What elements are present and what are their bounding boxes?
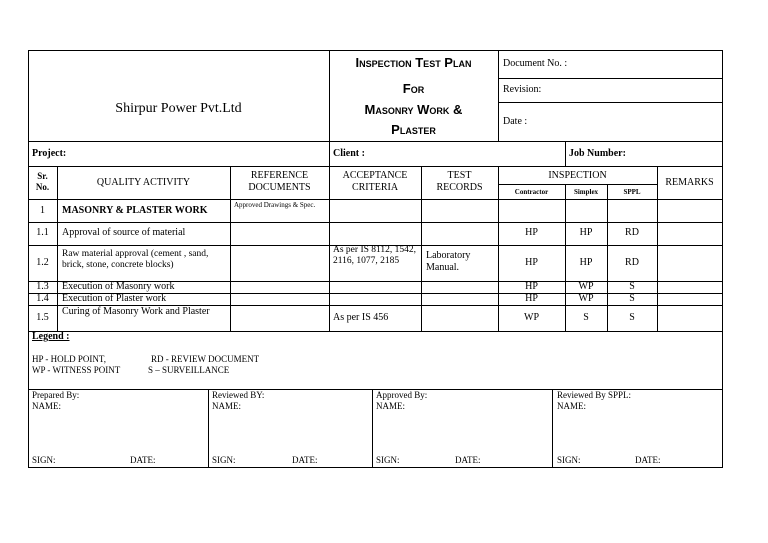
signoff-sign: SIGN:	[212, 455, 236, 465]
legend-rd: RD - REVIEW DOCUMENT	[151, 354, 260, 364]
signoff-date: DATE:	[635, 455, 661, 465]
row-sr: 1.4	[36, 293, 49, 304]
row-contractor: HP	[525, 281, 538, 292]
company-name: Shirpur Power Pvt.Ltd	[115, 101, 242, 116]
row-simplex: HP	[579, 257, 593, 268]
signoff-name: NAME:	[376, 401, 405, 411]
row-contractor: HP	[525, 293, 538, 304]
job-number-label: Job Number:	[569, 148, 626, 159]
col-inspection: INSPECTION	[548, 170, 607, 181]
title-line-4: Plaster	[391, 122, 436, 137]
col-reference-line1: REFERENCE	[250, 170, 309, 181]
row-simplex: HP	[579, 227, 593, 238]
col-quality-activity: QUALITY ACTIVITY	[96, 177, 191, 188]
signoff-role: Approved By:	[376, 390, 428, 400]
col-sr-line2: No.	[35, 182, 50, 192]
col-acceptance-line1: ACCEPTANCE	[342, 170, 408, 181]
legend-s: S – SURVEILLANCE	[148, 365, 230, 375]
signoff-role: Prepared By:	[32, 390, 80, 400]
row-sr: 1.2	[36, 257, 49, 268]
row-sr: 1.5	[36, 312, 49, 323]
row-activity: Execution of Plaster work	[62, 293, 167, 304]
legend-title: Legend :	[32, 331, 70, 342]
col-simplex: Simplex	[573, 188, 599, 196]
row-activity: Curing of Masonry Work and Plaster	[62, 306, 210, 317]
col-contractor: Contractor	[514, 188, 549, 196]
row-sppl: RD	[625, 257, 639, 268]
signoff-sign: SIGN:	[32, 455, 56, 465]
row-sr: 1.1	[36, 227, 49, 238]
signoff-date: DATE:	[130, 455, 156, 465]
project-label: Project:	[32, 148, 67, 159]
signoff-role: Reviewed By SPPL:	[557, 390, 632, 400]
row-sppl: S	[629, 281, 635, 292]
row-acceptance: As per IS 456	[333, 312, 389, 323]
row-simplex: WP	[578, 281, 594, 292]
row-simplex: WP	[578, 293, 594, 304]
row-sppl: S	[629, 293, 635, 304]
title-line-1: Inspection Test Plan	[355, 55, 472, 70]
signoff-name: NAME:	[212, 401, 241, 411]
document-no-label: Document No. :	[503, 58, 568, 69]
row-activity: Raw material approval (cement , sand, brick, stone, concrete blocks)	[62, 249, 209, 270]
row-simplex: S	[583, 312, 589, 323]
col-sppl: SPPL	[623, 188, 641, 196]
title-line-3: Masonry Work &	[364, 102, 463, 117]
signoff-sign: SIGN:	[376, 455, 400, 465]
row-activity: Execution of Masonry work	[62, 281, 175, 292]
col-acceptance-line2: CRITERIA	[351, 182, 399, 193]
row-test-records: Laboratory Manual.	[426, 250, 471, 273]
row-contractor: HP	[525, 227, 538, 238]
col-reference-line2: DOCUMENTS	[248, 182, 311, 193]
row-sr: 1	[40, 205, 45, 216]
signoff-name: NAME:	[32, 401, 61, 411]
signoff-date: DATE:	[292, 455, 318, 465]
date-label: Date :	[503, 116, 528, 127]
row-contractor: HP	[525, 257, 538, 268]
row-acceptance: As per IS 8112, 1542, 2116, 1077, 2185	[333, 245, 417, 266]
row-contractor: WP	[524, 312, 539, 323]
revision-label: Revision:	[503, 84, 542, 95]
row-activity: MASONRY & PLASTER WORK	[62, 205, 208, 216]
row-sppl: S	[629, 312, 635, 323]
col-sr-line1: Sr.	[37, 171, 48, 181]
col-remarks: REMARKS	[665, 177, 714, 188]
signoff-role: Reviewed BY:	[212, 390, 265, 400]
signoff-date: DATE:	[455, 455, 481, 465]
row-activity: Approval of source of material	[62, 227, 186, 238]
signoff-name: NAME:	[557, 401, 586, 411]
row-reference: Approved Drawings & Spec.	[234, 201, 316, 209]
legend-hp: HP - HOLD POINT,	[32, 354, 106, 364]
col-test-line1: TEST	[447, 170, 472, 181]
client-label: Client :	[333, 148, 365, 159]
row-sr: 1.3	[36, 281, 49, 292]
legend-wp: WP - WITNESS POINT	[32, 365, 121, 375]
row-sppl: RD	[625, 227, 639, 238]
title-line-2: For	[402, 81, 425, 96]
col-test-line2: RECORDS	[436, 182, 483, 193]
signoff-sign: SIGN:	[557, 455, 581, 465]
